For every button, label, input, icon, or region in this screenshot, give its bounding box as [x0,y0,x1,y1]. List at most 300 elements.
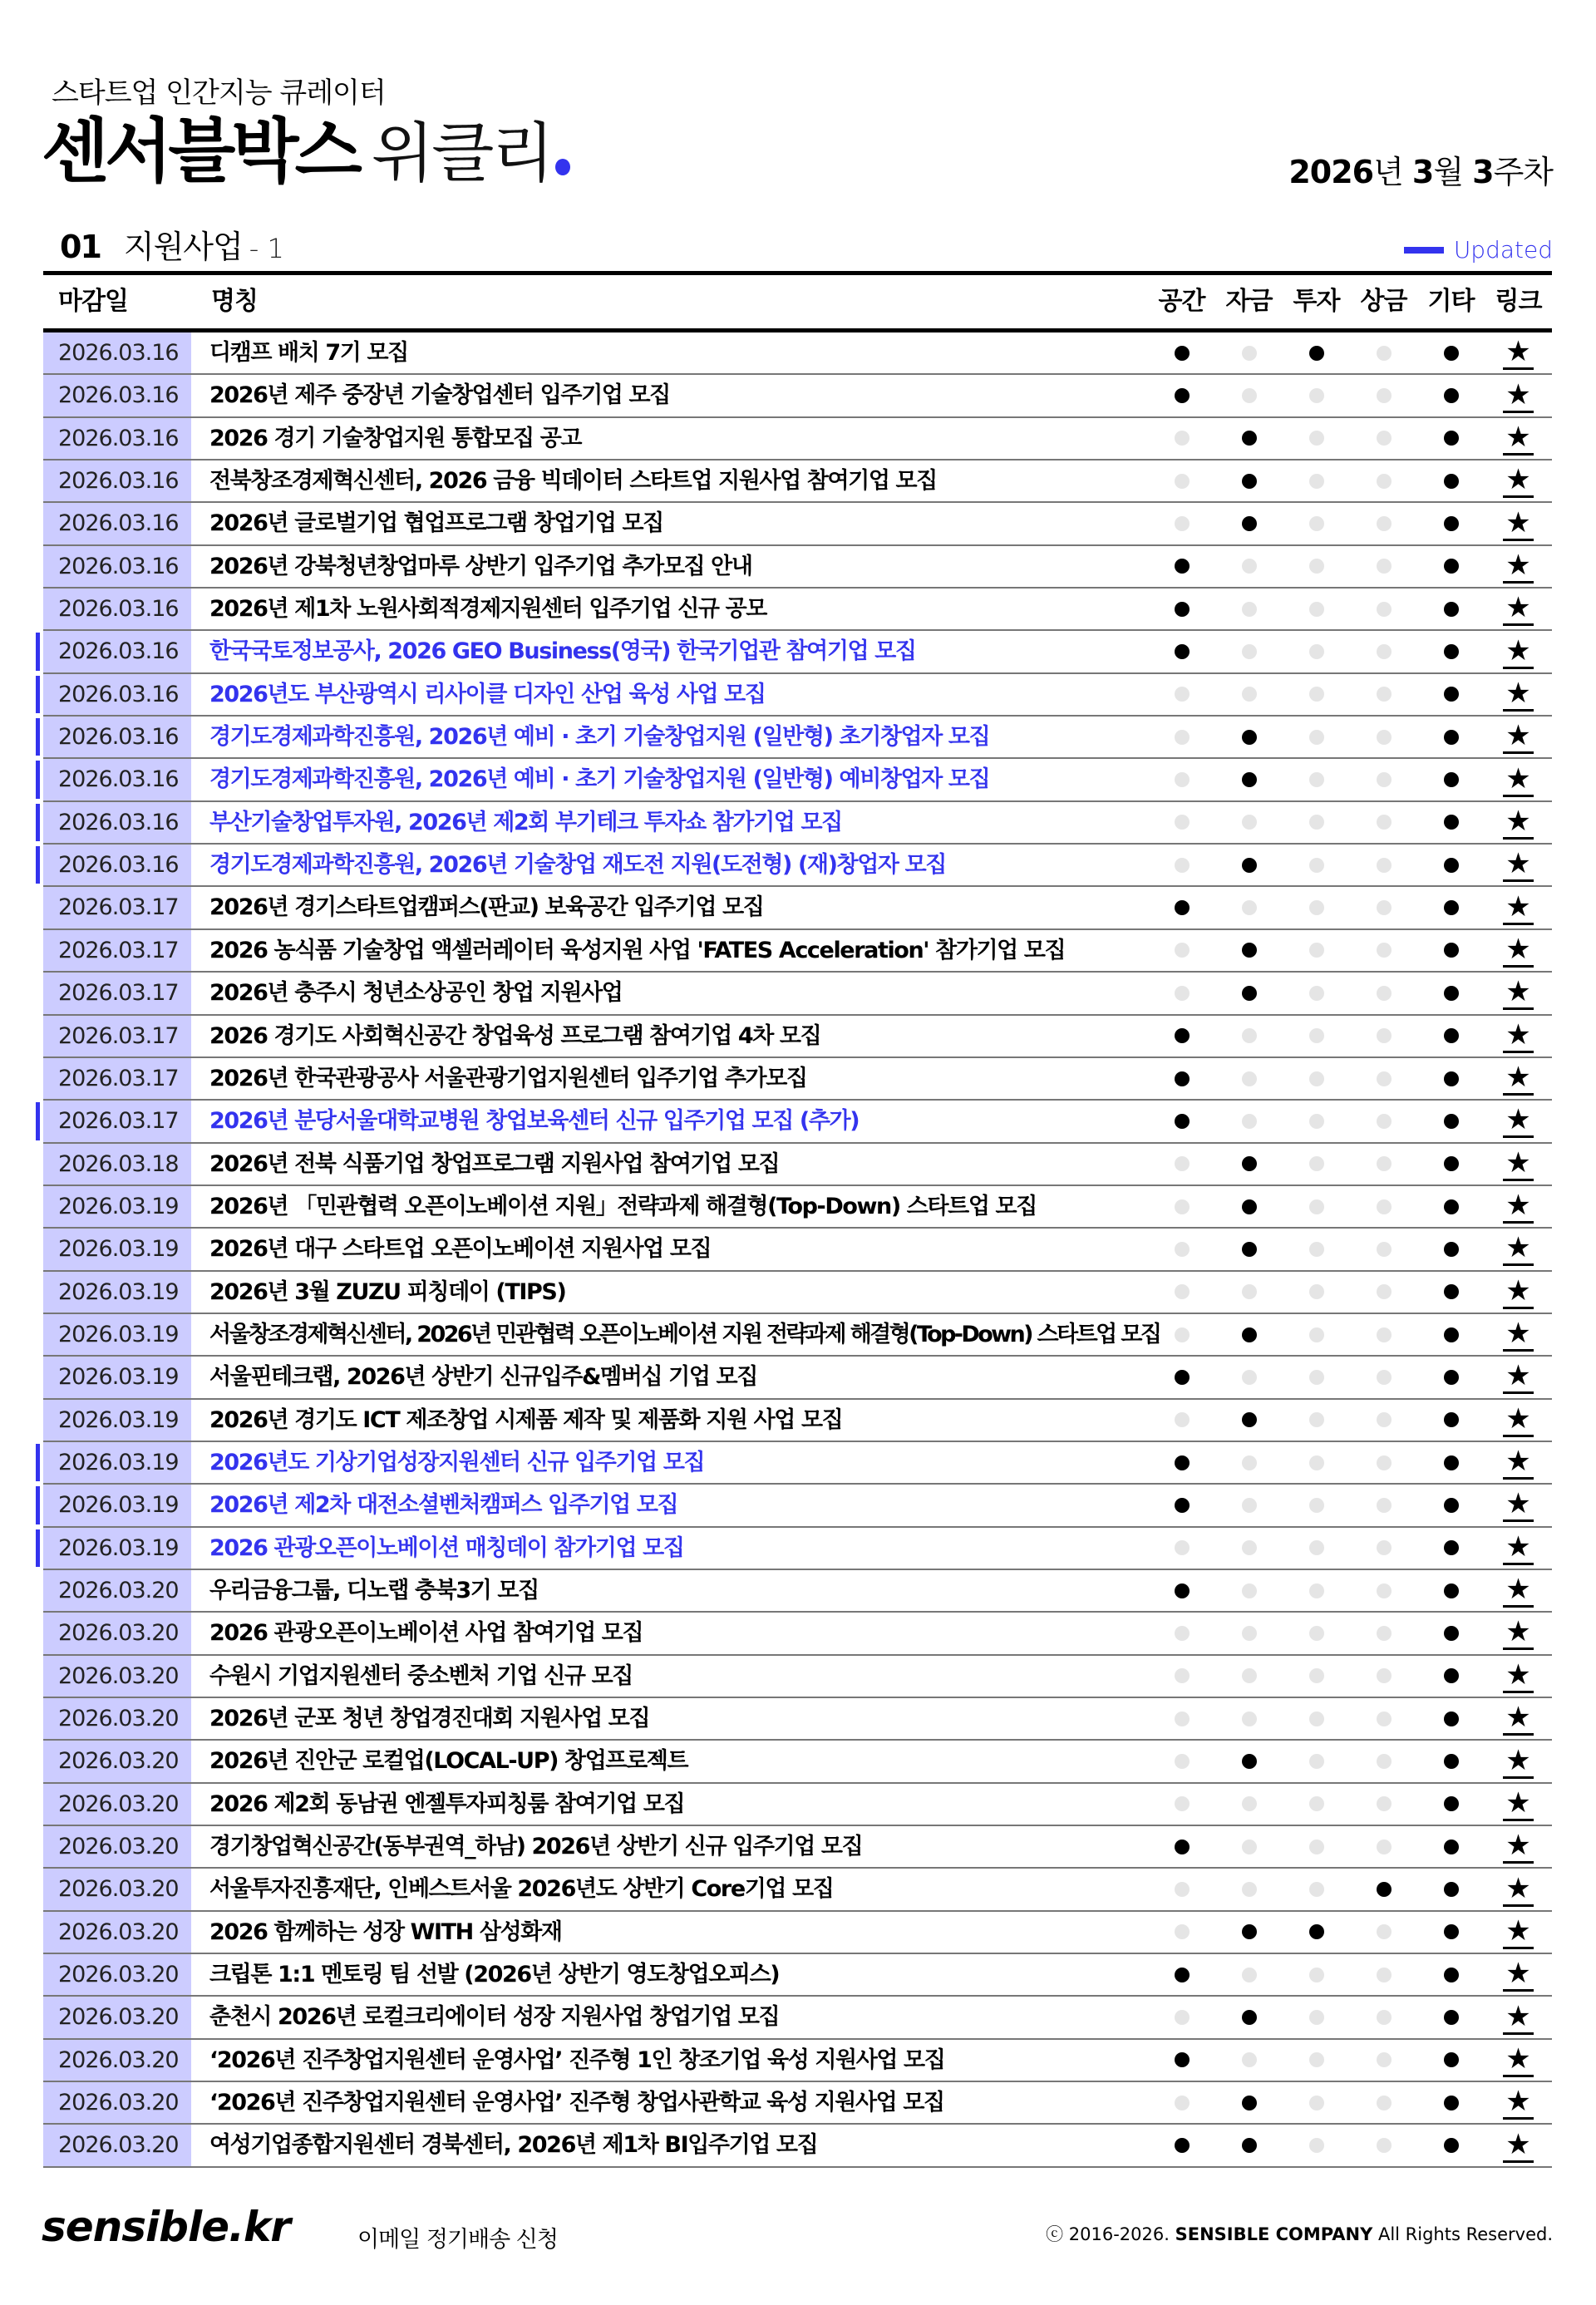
table-row[interactable] [43,1954,1552,1997]
flag-other [1417,1784,1485,1825]
star-link-icon[interactable]: ★ [1503,1915,1533,1949]
table-row[interactable] [43,589,1552,631]
dot-filled-icon [1444,559,1459,574]
dot-empty-icon [1242,1882,1257,1897]
program-name[interactable]: 2026년 강북청년창업마루 상반기 입주기업 추가모집 안내 [209,553,752,579]
program-name[interactable]: 2026 경기 기술창업지원 통합모집 공고 [209,425,582,451]
flag-other [1417,887,1485,928]
link-cell [1485,503,1552,544]
link-cell [1485,845,1552,885]
flag-other [1417,1826,1485,1867]
dot-empty-icon [1242,388,1257,403]
program-name[interactable]: 부산기술창업투자원, 2026년 제2회 부기테크 투자쇼 참가기업 모집 [209,809,842,835]
table-row[interactable] [43,1229,1552,1271]
table-row[interactable] [43,930,1552,973]
star-link-icon[interactable]: ★ [1503,1403,1533,1437]
star-link-icon[interactable]: ★ [1503,720,1533,754]
program-name[interactable]: 2026년도 부산광역시 리사이클 디자인 산업 육성 사업 모집 [209,681,766,707]
table-row[interactable] [43,1613,1552,1655]
column-header-space: 공간 [1158,287,1205,316]
dot-empty-icon [1309,1754,1324,1769]
flag-funding [1215,1442,1283,1483]
table-row[interactable] [43,973,1552,1015]
table-row[interactable] [43,845,1552,887]
table-row[interactable] [43,1784,1552,1826]
deadline-cell: 2026.03.20 [43,1698,191,1739]
flag-space [1148,887,1215,928]
star-link-icon[interactable]: ★ [1503,805,1533,840]
dot-filled-icon [1175,602,1190,617]
dot-filled-icon [1242,1327,1257,1342]
dot-empty-icon [1175,1796,1190,1811]
program-name[interactable]: 서울창조경제혁신센터, 2026년 민관협력 오픈이노베이션 지원 전략과제 해결형(Top-Down) 스타트업 모집 [209,1321,1160,1347]
dot-empty-icon [1175,1712,1190,1726]
dot-filled-icon [1444,1156,1459,1171]
star-link-icon[interactable]: ★ [1503,1958,1533,1992]
program-name[interactable]: 경기도경제과학진흥원, 2026년 예비 · 초기 기술창업지원 (일반형) 초기창업자 모집 [209,724,990,751]
flag-prize [1350,845,1417,885]
star-link-icon[interactable]: ★ [1503,507,1533,541]
dot-empty-icon [1377,1712,1392,1726]
dot-empty-icon [1242,1114,1257,1129]
program-name[interactable]: 2026년 「민관협력 오픈이노베이션 지원」전략과제 해결형(Top-Down) 스타트업 모집 [209,1193,1037,1219]
table-row[interactable] [43,332,1552,375]
table-row[interactable] [43,2040,1552,2082]
table-row[interactable] [43,503,1552,545]
program-name[interactable]: 2026년 경기도 ICT 제조창업 시제품 제작 및 제품화 지원 사업 모집 [209,1406,843,1433]
table-row[interactable] [43,461,1552,503]
program-name[interactable]: ‘2026년 진주창업지원센터 운영사업’ 진주형 1인 창조기업 육성 지원사업 모집 [209,2046,945,2073]
program-name[interactable]: 2026 관광오픈이노베이션 매칭데이 참가기업 모집 [209,1534,684,1561]
program-name[interactable]: 우리금융그룹, 디노랩 충북3기 모집 [209,1577,539,1603]
link-cell [1485,1186,1552,1227]
star-link-icon[interactable]: ★ [1503,464,1533,498]
table-row[interactable] [43,1400,1552,1442]
table-row[interactable] [43,1912,1552,1954]
star-link-icon[interactable]: ★ [1503,848,1533,882]
column-header-link: 링크 [1495,287,1542,316]
dot-empty-icon [1175,474,1190,489]
dot-filled-icon [1444,474,1459,489]
table-row[interactable] [43,1528,1552,1570]
dot-empty-icon [1309,1455,1324,1470]
star-link-icon[interactable]: ★ [1503,592,1533,626]
star-link-icon[interactable]: ★ [1503,635,1533,669]
table-row[interactable] [43,1016,1552,1058]
table-row[interactable] [43,1826,1552,1869]
flag-investment [1283,1314,1350,1355]
star-link-icon[interactable]: ★ [1503,1531,1533,1565]
table-row[interactable] [43,1144,1552,1186]
table-row[interactable] [43,546,1552,589]
dot-empty-icon [1377,1028,1392,1043]
table-row[interactable] [43,1997,1552,2039]
email-subscribe-link[interactable]: 이메일 정기배송 신청 [357,2227,558,2253]
link-cell [1485,461,1552,501]
star-link-icon[interactable]: ★ [1503,891,1533,925]
program-name[interactable]: 2026년 제주 중장년 기술창업센터 입주기업 모집 [209,382,670,409]
dot-empty-icon [1175,772,1190,787]
flag-space [1148,1058,1215,1099]
star-link-icon[interactable]: ★ [1503,549,1533,584]
dot-empty-icon [1377,986,1392,1001]
star-link-icon[interactable]: ★ [1503,976,1533,1010]
dot-filled-icon [1444,2010,1459,2025]
dot-filled-icon [1444,1284,1459,1299]
dot-empty-icon [1175,1668,1190,1683]
flag-investment [1283,1058,1350,1099]
link-cell [1485,973,1552,1013]
link-cell [1485,375,1552,416]
flag-funding [1215,1186,1283,1227]
link-cell [1485,930,1552,971]
deadline-cell: 2026.03.16 [43,375,191,416]
flag-prize [1350,1528,1417,1569]
link-cell [1485,589,1552,629]
table-row[interactable] [43,1357,1552,1399]
table-row[interactable] [43,717,1552,759]
flag-funding [1215,1528,1283,1569]
deadline-cell: 2026.03.16 [43,461,191,501]
flag-space [1148,845,1215,885]
star-link-icon[interactable]: ★ [1503,1574,1533,1608]
flag-funding [1215,1101,1283,1141]
flag-funding [1215,1698,1283,1739]
flag-prize [1350,1272,1417,1313]
dot-filled-icon [1444,858,1459,873]
program-name[interactable]: 서울투자진흥재단, 인베스트서울 2026년도 상반기 Core기업 모집 [209,1876,834,1903]
dot-filled-icon [1175,1455,1190,1470]
flag-space [1148,1442,1215,1483]
program-name[interactable]: 서울핀테크랩, 2026년 상반기 신규입주&멤버십 기업 모집 [209,1364,757,1391]
dot-empty-icon [1377,602,1392,617]
table-row[interactable] [43,1869,1552,1911]
star-link-icon[interactable]: ★ [1503,677,1533,712]
dot-empty-icon [1309,431,1324,446]
star-link-icon[interactable]: ★ [1503,1019,1533,1053]
star-link-icon[interactable]: ★ [1503,2043,1533,2077]
flag-space [1148,461,1215,501]
table-row[interactable] [43,375,1552,417]
deadline-cell: 2026.03.20 [43,2125,191,2165]
star-link-icon[interactable]: ★ [1503,379,1533,413]
deadline-cell: 2026.03.19 [43,1314,191,1355]
flag-prize [1350,1400,1417,1441]
dot-filled-icon [1444,516,1459,531]
dot-empty-icon [1309,602,1324,617]
star-link-icon[interactable]: ★ [1503,1702,1533,1736]
dot-empty-icon [1309,1242,1324,1257]
flag-funding [1215,1570,1283,1611]
link-cell [1485,1272,1552,1313]
deadline-cell: 2026.03.19 [43,1186,191,1227]
column-header-date: 마감일 [58,287,128,316]
dot-empty-icon [1175,815,1190,830]
link-cell [1485,1400,1552,1441]
dot-empty-icon [1242,1712,1257,1726]
table-row[interactable] [43,1442,1552,1485]
copyright-prefix: ⓒ 2016-2026. [1046,2224,1175,2244]
link-cell [1485,1144,1552,1185]
updated-marker-icon [36,804,40,841]
dot-filled-icon [1175,2138,1190,2153]
table-header [43,271,1552,332]
flag-space [1148,1784,1215,1825]
flag-funding [1215,1954,1283,1995]
dot-filled-icon [1444,986,1459,1001]
program-name[interactable]: 2026년 한국관광공사 서울관광기업지원센터 입주기업 추가모집 [209,1065,807,1091]
dot-empty-icon [1175,1284,1190,1299]
dot-empty-icon [1309,474,1324,489]
dot-empty-icon [1377,1924,1392,1939]
star-link-icon[interactable]: ★ [1503,1830,1533,1864]
program-name[interactable]: 2026년 전북 식품기업 창업프로그램 지원사업 참여기업 모집 [209,1150,780,1177]
star-link-icon[interactable]: ★ [1503,1787,1533,1821]
link-cell [1485,631,1552,672]
dot-empty-icon [1309,2052,1324,2067]
table-row[interactable] [43,631,1552,673]
table-row[interactable] [43,1101,1552,1143]
dot-empty-icon [1377,2096,1392,2110]
deadline-cell: 2026.03.16 [43,546,191,587]
deadline-cell: 2026.03.19 [43,1400,191,1441]
table-row[interactable] [43,887,1552,929]
table-row[interactable] [43,802,1552,845]
program-name[interactable]: 경기도경제과학진흥원, 2026년 예비 · 초기 기술창업지원 (일반형) 예비창업자 모집 [209,766,990,793]
star-link-icon[interactable]: ★ [1503,1488,1533,1522]
program-name[interactable]: 경기창업혁신공간(동부권역_하남) 2026년 상반기 신규 입주기업 모집 [209,1834,863,1860]
program-name[interactable]: 2026년 분당서울대학교병원 창업보육센터 신규 입주기업 모집 (추가) [209,1108,860,1135]
program-name[interactable]: 2026년 충주시 청년소상공인 창업 지원사업 [209,980,623,1007]
flag-prize [1350,1826,1417,1867]
flag-other [1417,1656,1485,1697]
link-cell [1485,2082,1552,2123]
flag-funding [1215,1058,1283,1099]
dot-empty-icon [1175,687,1190,702]
program-name[interactable]: 2026년 진안군 로컬업(LOCAL-UP) 창업프로젝트 [209,1748,688,1775]
flag-prize [1350,375,1417,416]
dot-filled-icon [1444,1712,1459,1726]
flag-investment [1283,717,1350,757]
dot-filled-icon [1444,346,1459,361]
program-name[interactable]: 한국국토정보공사, 2026 GEO Business(영국) 한국기업관 참여기업 모집 [209,638,916,665]
dot-filled-icon [1444,900,1459,915]
dot-empty-icon [1175,1754,1190,1769]
flag-other [1417,1485,1485,1525]
dot-filled-icon [1242,730,1257,745]
deadline-cell: 2026.03.16 [43,418,191,459]
program-name[interactable]: 크립톤 1:1 멘토링 팀 선발 (2026년 상반기 영도창업오피스) [209,1962,780,1988]
program-name[interactable]: ‘2026년 진주창업지원센터 운영사업’ 진주형 창업사관학교 육성 지원사업 모집 [209,2090,944,2116]
flag-other [1417,1997,1485,2037]
flag-space [1148,1485,1215,1525]
program-name[interactable]: 2026년 대구 스타트업 오픈이노베이션 지원사업 모집 [209,1236,712,1263]
program-name[interactable]: 2026 농식품 기술창업 액셀러레이터 육성지원 사업 'FATES Acceleration' 참가기업 모집 [209,937,1066,963]
flag-space [1148,1954,1215,1995]
dot-filled-icon [1175,1583,1190,1598]
flag-other [1417,1741,1485,1781]
star-link-icon[interactable]: ★ [1503,1616,1533,1650]
program-name[interactable]: 2026 제2회 동남권 엔젤투자피칭룸 참여기업 모집 [209,1790,685,1817]
star-link-icon[interactable]: ★ [1503,2001,1533,2035]
dot-empty-icon [1175,1882,1190,1897]
program-name[interactable]: 2026년 글로벌기업 협업프로그램 창업기업 모집 [209,510,663,537]
dot-empty-icon [1242,559,1257,574]
table-row[interactable] [43,1272,1552,1314]
section-heading [60,221,284,267]
dot-empty-icon [1309,1968,1324,1982]
link-cell [1485,1357,1552,1397]
table-row[interactable] [43,759,1552,801]
flag-funding [1215,1485,1283,1525]
flag-prize [1350,887,1417,928]
star-link-icon[interactable]: ★ [1503,1189,1533,1224]
dot-empty-icon [1377,858,1392,873]
program-name[interactable]: 전북창조경제혁신센터, 2026 금융 빅데이터 스타트업 지원사업 참여기업 모집 [209,468,937,495]
star-link-icon[interactable]: ★ [1503,933,1533,968]
table-row[interactable] [43,1314,1552,1357]
dot-filled-icon [1242,516,1257,531]
table-row[interactable] [43,1186,1552,1229]
week-label [1288,146,1553,192]
link-cell [1485,1613,1552,1653]
program-name[interactable]: 수원시 기업지원센터 중소벤처 기업 신규 모집 [209,1662,633,1689]
flag-other [1417,546,1485,587]
flag-other [1417,589,1485,629]
star-link-icon[interactable]: ★ [1503,1360,1533,1394]
program-name[interactable]: 2026 경기도 사회혁신공간 창업육성 프로그램 참여기업 4차 모집 [209,1022,821,1049]
program-name[interactable]: 디캠프 배치 7기 모집 [209,340,408,366]
dot-filled-icon [1175,2052,1190,2067]
star-link-icon[interactable]: ★ [1503,1317,1533,1352]
table-row[interactable] [43,1741,1552,1783]
flag-investment [1283,845,1350,885]
flag-investment [1283,375,1350,416]
flag-other [1417,375,1485,416]
dot-empty-icon [1377,346,1392,361]
flag-other [1417,1912,1485,1953]
flag-investment [1283,973,1350,1013]
flag-other [1417,1613,1485,1653]
table-row[interactable] [43,1656,1552,1698]
dot-empty-icon [1309,1028,1324,1043]
deadline-cell: 2026.03.20 [43,1741,191,1781]
flag-other [1417,1186,1485,1227]
flag-funding [1215,717,1283,757]
flag-funding [1215,503,1283,544]
dot-empty-icon [1309,858,1324,873]
table-row[interactable] [43,1698,1552,1741]
star-link-icon[interactable]: ★ [1503,421,1533,456]
section-name: 지원사업 [123,229,243,265]
star-link-icon[interactable]: ★ [1503,1745,1533,1779]
flag-investment [1283,546,1350,587]
flag-investment [1283,1016,1350,1056]
star-link-icon[interactable]: ★ [1503,1659,1533,1693]
program-name[interactable]: 2026년도 기상기업성장지원센터 신규 입주기업 모집 [209,1449,705,1475]
flag-space [1148,2082,1215,2123]
dot-filled-icon [1444,1242,1459,1257]
dot-empty-icon [1377,1284,1392,1299]
program-name[interactable]: 2026 함께하는 성장 WITH 삼성화재 [209,1918,562,1945]
table-row[interactable] [43,2082,1552,2125]
star-link-icon[interactable]: ★ [1503,1275,1533,1309]
star-link-icon[interactable]: ★ [1503,1873,1533,1907]
deadline-cell: 2026.03.16 [43,759,191,800]
table-row[interactable] [43,1570,1552,1613]
program-name[interactable]: 2026년 군포 청년 창업경진대회 지원사업 모집 [209,1706,650,1731]
column-header-name: 명칭 [211,287,258,316]
star-link-icon[interactable]: ★ [1503,2086,1533,2120]
flag-funding [1215,631,1283,672]
program-name[interactable]: 춘천시 2026년 로컬크리에이터 성장 지원사업 창업기업 모집 [209,2004,780,2031]
dot-empty-icon [1309,559,1324,574]
table-row[interactable] [43,1485,1552,1527]
week-month-unit: 월 [1433,154,1473,190]
flag-funding [1215,887,1283,928]
flag-prize [1350,1656,1417,1697]
page-title [42,111,570,192]
dot-empty-icon [1242,1455,1257,1470]
flag-funding [1215,1784,1283,1825]
star-link-icon[interactable]: ★ [1503,763,1533,797]
flag-space [1148,802,1215,843]
flag-funding [1215,1357,1283,1397]
table-row[interactable] [43,2125,1552,2167]
star-link-icon[interactable]: ★ [1503,1232,1533,1266]
flag-space [1148,546,1215,587]
program-name[interactable]: 여성기업종합지원센터 경북센터, 2026년 제1차 BI입주기업 모집 [209,2132,818,2159]
flag-prize [1350,973,1417,1013]
link-cell [1485,802,1552,843]
updated-legend-label: Updated [1453,236,1553,263]
program-name[interactable]: 2026년 3월 ZUZU 피칭데이 (TIPS) [209,1278,566,1305]
flag-investment [1283,1954,1350,1995]
dot-empty-icon [1175,1327,1190,1342]
star-link-icon[interactable]: ★ [1503,1147,1533,1181]
program-name[interactable]: 2026년 제2차 대전소셜벤처캠퍼스 입주기업 모집 [209,1492,678,1519]
program-name[interactable]: 2026 관광오픈이노베이션 사업 참여기업 모집 [209,1620,643,1647]
table-row[interactable] [43,1058,1552,1101]
dot-empty-icon [1175,1540,1190,1555]
star-link-icon[interactable]: ★ [1503,1446,1533,1480]
deadline-cell: 2026.03.16 [43,802,191,843]
dot-empty-icon [1242,1071,1257,1086]
star-link-icon[interactable]: ★ [1503,1104,1533,1138]
flag-prize [1350,1357,1417,1397]
star-link-icon[interactable]: ★ [1503,1061,1533,1096]
dot-filled-icon [1175,1370,1190,1385]
dot-empty-icon [1377,1840,1392,1854]
dot-empty-icon [1377,1242,1392,1257]
footer-logo[interactable]: sensible.kr [42,2203,290,2251]
dot-empty-icon [1309,815,1324,830]
program-name[interactable]: 경기도경제과학진흥원, 2026년 기술창업 재도전 지원(도전형) (재)창업자 모집 [209,852,946,879]
star-link-icon[interactable]: ★ [1503,2129,1533,2163]
dot-filled-icon [1444,1924,1459,1939]
flag-funding [1215,1272,1283,1313]
link-cell [1485,2125,1552,2165]
table-row[interactable] [43,674,1552,717]
table-row[interactable] [43,418,1552,461]
flag-space [1148,674,1215,715]
star-link-icon[interactable]: ★ [1503,336,1533,370]
flag-prize [1350,1741,1417,1781]
program-name[interactable]: 2026년 경기스타트업캠퍼스(판교) 보육공간 입주기업 모집 [209,894,764,921]
flag-investment [1283,759,1350,800]
program-name[interactable]: 2026년 제1차 노원사회적경제지원센터 입주기업 신규 공모 [209,596,766,623]
dot-filled-icon [1175,1498,1190,1513]
